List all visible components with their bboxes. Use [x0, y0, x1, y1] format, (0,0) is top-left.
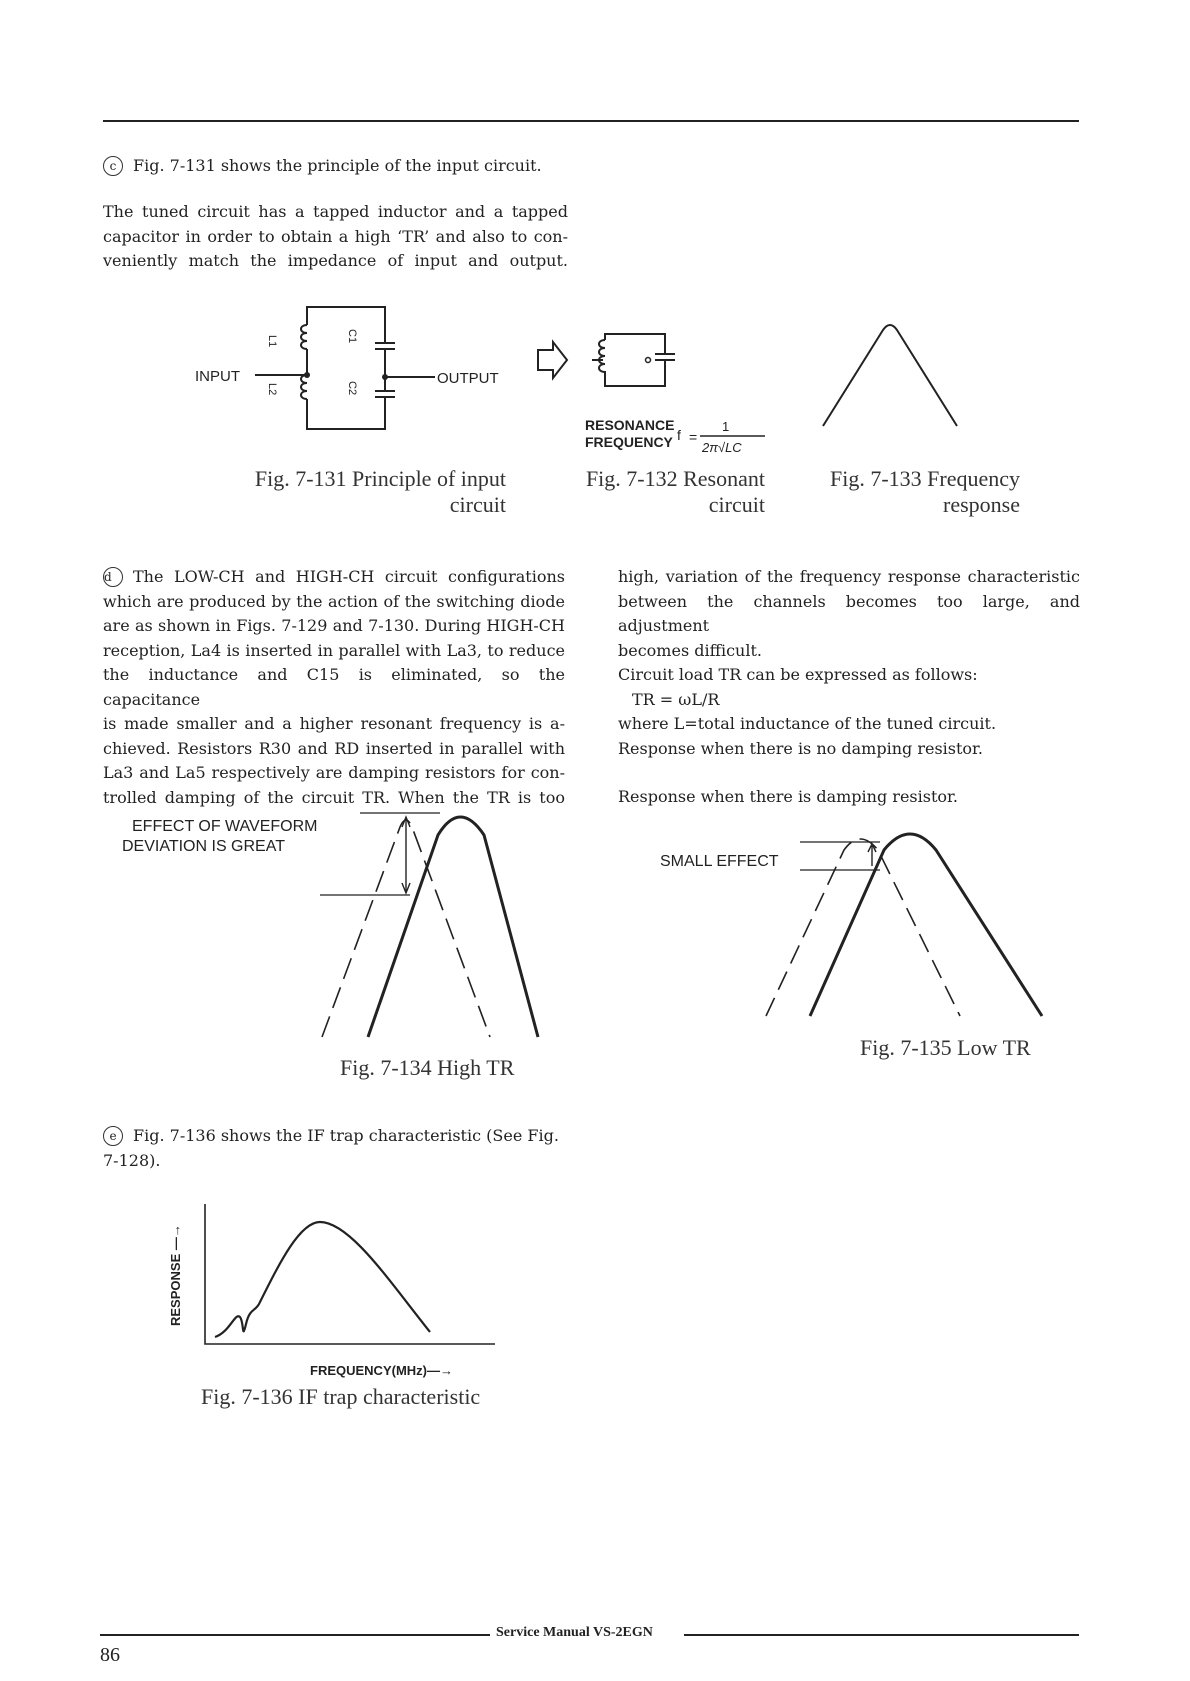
- l1-label: L1: [266, 335, 278, 348]
- formula-denominator: 2π√LC: [702, 440, 742, 455]
- fig-133-caption: [800, 466, 1020, 518]
- fig-135-low-tr: [640, 820, 1060, 1020]
- footer-title: Service Manual VS-2EGN: [496, 1625, 653, 1640]
- para-c-body-line: capacitor in order to obtain a high ‘TR’ and also to con-: [103, 226, 568, 246]
- para-c-body: [103, 200, 568, 274]
- l2-label: L2: [266, 383, 278, 396]
- page-number: 86: [100, 1644, 120, 1666]
- para-c-line: c Fig. 7-131 shows the principle of the input circuit.: [103, 154, 573, 179]
- formula-numerator: 1: [722, 419, 730, 434]
- fig-133-caption-line-1: Fig. 7-133 Frequency: [829, 466, 1020, 491]
- para-e: [103, 1124, 573, 1173]
- output-label: OUTPUT: [437, 370, 499, 387]
- para-d-left: [103, 565, 565, 810]
- footer-rule-left: [100, 1634, 490, 1636]
- fig-132-caption-line-2: circuit: [708, 492, 765, 517]
- fig-135-caption: Fig. 7-135 Low TR: [860, 1035, 1031, 1060]
- para-d-line: the inductance and C15 is eliminated, so the capacitance: [103, 665, 565, 709]
- para-d-line: chieved. Resistors R30 and RD inserted in parallel with: [103, 738, 565, 758]
- fig-131-caption-line-1: Fig. 7-131 Principle of input: [254, 466, 506, 491]
- para-d-line: Response when there is no damping resistor.: [618, 738, 984, 758]
- right-arrow-icon: [538, 342, 567, 378]
- fig-134-high-tr: [110, 805, 570, 1045]
- formula-f: f: [677, 427, 681, 443]
- fig-136-if-trap: [160, 1192, 520, 1392]
- resonance-label-1: RESONANCE: [585, 417, 675, 433]
- para-c-body-line: The tuned circuit has a tapped inductor and a tapped: [103, 202, 568, 221]
- y-axis-label: RESPONSE —→: [168, 1224, 183, 1326]
- para-d-line: high, variation of the frequency response characteristic: [618, 567, 1080, 586]
- para-d-line: is made smaller and a higher resonant frequency is a-: [103, 714, 565, 733]
- para-d-line: becomes difficult.: [618, 640, 762, 660]
- fig-132-caption-line-1: Fig. 7-132 Resonant: [585, 466, 765, 491]
- para-d-line: between the channels becomes too large, and adjustment: [618, 591, 1080, 635]
- para-d-line: Response when there is damping resistor.: [618, 787, 958, 806]
- fig-131-circuit-diagram: [195, 305, 515, 440]
- formula-eq: =: [689, 429, 698, 445]
- para-d-line: are as shown in Figs. 7-129 and 7-130. During HIGH-CH: [103, 616, 565, 635]
- para-d-line: which are produced by the action of the switching diode: [103, 591, 565, 611]
- para-d-line: trolled damping of the circuit TR. When the TR is too: [103, 787, 565, 807]
- para-d-line: The LOW-CH and HIGH-CH circuit configurations: [133, 567, 565, 586]
- marker-d: d: [103, 567, 123, 587]
- x-axis-label: FREQUENCY(MHz)—→: [310, 1363, 453, 1378]
- top-rule: [103, 120, 1079, 122]
- fig-136-caption: Fig. 7-136 IF trap characteristic: [201, 1384, 481, 1409]
- resonance-label-2: FREQUENCY: [585, 434, 673, 450]
- fig-131-caption-line-2: circuit: [449, 492, 506, 517]
- c1-label: C1: [346, 329, 358, 344]
- marker-e: e: [103, 1126, 123, 1146]
- para-d-line: reception, La4 is inserted in parallel with La3, to reduce: [103, 640, 565, 660]
- para-d-line: where L=total inductance of the tuned circuit.: [618, 714, 997, 733]
- input-label: INPUT: [195, 368, 240, 385]
- para-e-line-1: Fig. 7-136 shows the IF trap characteristic (See Fig.: [133, 1126, 559, 1145]
- fig-133-response-peak: [815, 318, 965, 428]
- fig-134-caption: Fig. 7-134 High TR: [340, 1055, 515, 1080]
- fig-132-caption: [545, 466, 765, 518]
- formula-tr: TR = ωL/R: [632, 689, 720, 709]
- fig-131-caption: [226, 466, 506, 518]
- fig-132-diagram: [535, 330, 775, 460]
- para-e-line-2: 7-128).: [103, 1150, 161, 1170]
- para-d-line: Circuit load TR can be expressed as follows:: [618, 665, 978, 684]
- fig-135-label: SMALL EFFECT: [660, 853, 779, 870]
- footer-rule-right: [684, 1634, 1079, 1636]
- para-c-body-line: veniently match the impedance of input and output.: [103, 251, 568, 270]
- fig-134-label-2: DEVIATION IS GREAT: [122, 838, 285, 855]
- fig-134-label-1: EFFECT OF WAVEFORM: [132, 818, 318, 835]
- para-d-line: La3 and La5 respectively are damping resistors for con-: [103, 763, 565, 782]
- para-d-right: [618, 565, 1080, 810]
- marker-c: c: [103, 156, 123, 176]
- fig-133-caption-line-2: response: [943, 492, 1020, 517]
- c2-label: C2: [346, 381, 358, 396]
